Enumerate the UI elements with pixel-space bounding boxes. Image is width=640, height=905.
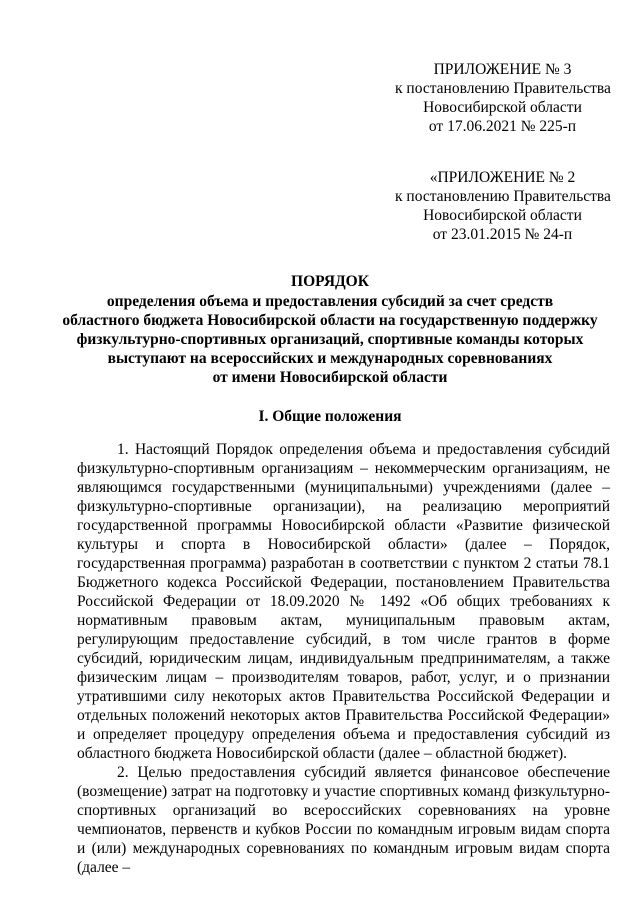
annex-previous-number: «ПРИЛОЖЕНИЕ № 2: [429, 169, 576, 186]
title-line-5: от имени Новосибирской области: [212, 369, 448, 386]
annex-current-number: ПРИЛОЖЕНИЕ № 3: [433, 61, 572, 78]
title-line-3: физкультурно-спортивных организаций, спортивные команды которых: [76, 331, 584, 348]
annex-current-ref: к постановлению Правительства: [395, 80, 611, 97]
paragraph-2: 2. Целью предоставления субсидий является финансовое обеспечение (возмещение) затрат на подготовку и участие спортивных команд физкультурно-спортивных организаций во всероссийских соревнованиях на уровне чемпионатов, первенств и кубков России по командным игровым видам спорта и (или) международных соревнованиях по командным игровым видам спорта (далее –: [77, 764, 610, 876]
annex-current-region: Новосибирской области: [423, 99, 582, 116]
annex-previous-region: Новосибирской области: [423, 207, 582, 224]
title-line-2: областного бюджета Новосибирской области на государственную поддержку: [62, 312, 598, 329]
annex-current-date: от 17.06.2021 № 225-п: [428, 118, 577, 135]
annex-previous-ref: к постановлению Правительства: [395, 188, 611, 205]
annex-previous-date: от 23.01.2015 № 24-п: [432, 226, 573, 243]
paragraph-1: 1. Настоящий Порядок определения объема и предоставления субсидий физкультурно-спортивным организациям – некоммерческим организациям, не являющимся государственными (муниципальными) учреждениями (далее – физкультурно-спортивные организации), на реализацию мероприятий государственной программы Новосибирской области «Развитие физической культуры и спорта в Новосибирской области» (далее – Порядок, государственная программа) разработан в соответствии с пунктом 2 статьи 78.1 Бюджетного кодекса Российской Федерации, постановлением Правительства Российской Федерации от 18.09.2020 № 1492 «Об общих требованиях к нормативным правовым актам, муниципальным правовым актам, регулирующим предоставление субсидий, в том числе грантов в форме субсидий, юридическим лицам, индивидуальным предпринимателям, а также физическим лицам – производителям товаров, работ, услуг, и о признании утратившими силу некоторых актов Правительства Российской Федерации и отдельных положений некоторых актов Правительства Российской Федерации» и определяет процедуру определения объема и предоставления субсидий из областного бюджета Новосибирской области (далее – областной бюджет).: [77, 441, 610, 762]
document-body: [77, 440, 610, 877]
annex-previous-block: [395, 168, 610, 244]
title-heading: ПОРЯДОК: [291, 273, 369, 290]
title-line-4: выступают на всероссийских и международных соревнованиях: [107, 350, 553, 367]
document-title: [60, 272, 600, 387]
annex-current-block: [395, 60, 610, 136]
section-heading: I. Общие положения: [258, 408, 402, 425]
title-line-1: определения объема и предоставления субсидий за счет средств: [106, 293, 554, 310]
